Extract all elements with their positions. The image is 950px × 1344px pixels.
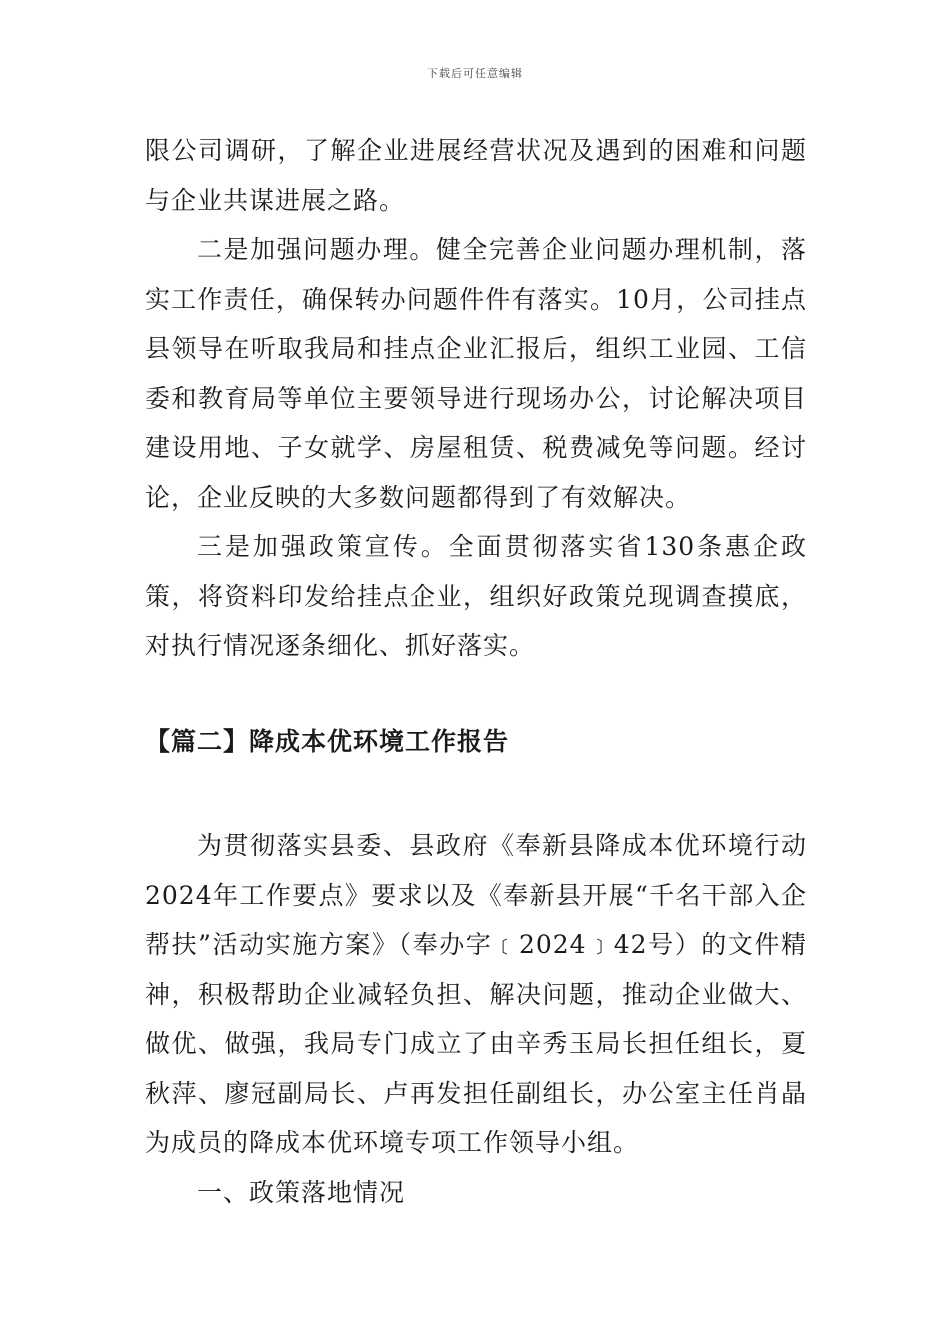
paragraph-continuation: 限公司调研，了解企业进展经营状况及遇到的困难和问题与企业共谋进展之路。	[145, 136, 807, 215]
section-title: 【篇二】降成本优环境工作报告	[145, 726, 510, 756]
subheading-policy-implementation: 一、政策落地情况	[197, 1177, 406, 1207]
header-note: 下载后可任意编辑	[427, 67, 523, 80]
paragraph-policy-promotion: 三是加强政策宣传。全面贯彻落实省130条惠企政策，将资料印发给挂点企业，组织好政策兑现调查摸底，对执行情况逐条细化、抓好落实。	[145, 532, 807, 660]
document-body	[145, 126, 807, 1217]
paragraph-problem-handling: 二是加强问题办理。健全完善企业问题办理机制，落实工作责任，确保转办问题件件有落实。10月，公司挂点县领导在听取我局和挂点企业汇报后，组织工业园、工信委和教育局等单位主要领导进行现场办公，讨论解决项目建设用地、子女就学、房屋租赁、税费减免等问题。经讨论，企业反映的大多数问题都得到了有效解决。	[145, 235, 807, 512]
paragraph-section-intro: 为贯彻落实县委、县政府《奉新县降成本优环境行动2024年工作要点》要求以及《奉新县开展“千名干部入企帮扶”活动实施方案》（奉办字﹝2024﹞42号）的文件精神，积极帮助企业减轻负担、解决问题，推动企业做大、做优、做强，我局专门成立了由辛秀玉局长担任组长，夏秋萍、廖冠副局长、卢再发担任副组长，办公室主任肖晶为成员的降成本优环境专项工作领导小组。	[145, 831, 807, 1157]
